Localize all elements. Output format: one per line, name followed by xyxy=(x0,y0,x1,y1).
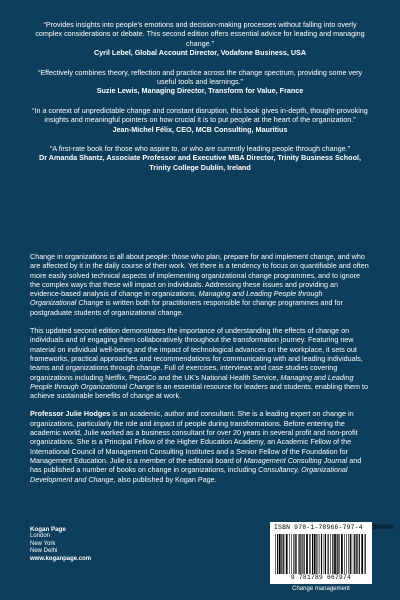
barcode-bar xyxy=(302,534,303,574)
publisher-url: www.koganpage.com xyxy=(30,555,92,562)
book-title: Managing and Leading People through Organizational Change xyxy=(30,289,323,308)
text-run: is an essential resource for leaders and students, enabling them to achieve sustainable benefits of change at work. xyxy=(30,381,369,401)
quote-text: “Effectively combines theory, reflection and practice across the change spectrum, providing some very useful tools and learnings.” xyxy=(37,67,363,87)
book-title: Managing and Leading People through Organizational Change xyxy=(30,372,354,391)
barcode-bar xyxy=(338,534,339,574)
barcode-bar xyxy=(286,534,288,574)
author-name: Professor Julie Hodges xyxy=(30,409,111,419)
barcode-bar xyxy=(361,534,363,574)
barcode-bar xyxy=(281,534,282,574)
barcode-bar xyxy=(316,534,317,574)
description-paragraph-2 xyxy=(30,326,370,400)
barcode-bar xyxy=(293,534,294,574)
quote-author: Suzie Lewis, Managing Director, Transform for Value, France xyxy=(96,86,304,96)
price-code: 90000 xyxy=(372,524,394,531)
isbn-number: ISBN 978-1-78966-797-4 xyxy=(274,524,363,531)
barcode-bar xyxy=(356,534,357,574)
barcode-bar xyxy=(344,534,345,574)
barcode-bars xyxy=(274,534,368,574)
barcode-bar xyxy=(350,534,351,574)
barcode-bar xyxy=(306,534,308,574)
barcode-bar xyxy=(341,534,343,574)
barcode-bar xyxy=(328,534,329,574)
barcode-bar xyxy=(318,534,319,574)
barcode-bar xyxy=(348,534,349,574)
barcode-bar xyxy=(289,534,290,574)
text-run: This updated second edition demonstrates the importance of understanding the effects of change on individuals and of engaging them collaboratively throughout the transformation journey. Featuring new material on individual well-being and the impact of technological advances on the workplace, it sets out frameworks, practical approaches and recommendations for communicating with and leading individuals, teams and organizations through change. Full of exercises, interviews and case studies covering organizations including Netflix, PepsiCo and the UK’s National Health Service, xyxy=(30,326,363,382)
barcode-bar xyxy=(346,534,347,574)
other-book-title: Consultancy, Organizational Development and Change xyxy=(30,465,348,484)
barcode xyxy=(270,522,394,584)
barcode-bar xyxy=(334,534,336,574)
barcode-bar xyxy=(275,534,276,574)
quote-2 xyxy=(30,68,370,96)
barcode-bar xyxy=(295,534,296,574)
barcode-bar xyxy=(365,534,366,574)
quote-4 xyxy=(30,144,370,172)
publisher-city: London xyxy=(30,533,51,540)
barcode-bar xyxy=(291,534,292,574)
barcode-bar xyxy=(324,534,325,574)
barcode-bar xyxy=(296,534,297,574)
barcode-bar xyxy=(337,534,338,574)
publisher-name: Kogan Page xyxy=(30,526,66,533)
barcode-bar xyxy=(319,534,320,574)
barcode-bar xyxy=(309,534,310,574)
quote-text: “A first-rate book for those who aspire to, or who are currently leading people through change.” xyxy=(49,144,351,154)
publisher-info xyxy=(30,526,91,563)
barcode-bar xyxy=(277,534,278,574)
endorsement-quotes xyxy=(30,20,370,182)
barcode-bar xyxy=(314,534,316,574)
book-description xyxy=(30,252,370,493)
publisher-city: New York xyxy=(30,540,56,547)
text-run: is written both for practitioners responsible for change programmes and for postgraduate students of organizational change. xyxy=(30,298,343,317)
barcode-bar xyxy=(325,534,326,574)
barcode-bar xyxy=(352,534,353,574)
quote-1 xyxy=(30,20,370,58)
quote-text: “Provides insights into people’s emotions and decision-making processes without falling into overly complex considerations or debate. This second edition offers essential advice for leading and managing change.” xyxy=(35,20,365,48)
ean-number: 9 781789 667974 xyxy=(290,574,352,581)
quote-author: Jean-Michel Félix, CEO, MCB Consulting, Mauritius xyxy=(112,124,288,134)
barcode-bar xyxy=(354,534,355,574)
barcode-bar xyxy=(357,534,358,574)
barcode-bar xyxy=(330,534,331,574)
quote-author: Cyril Lebel, Global Account Director, Vodafone Business, USA xyxy=(93,48,307,58)
barcode-bar xyxy=(279,534,281,574)
text-run: , also published by Kogan Page. xyxy=(113,474,217,484)
barcode-bar xyxy=(300,534,301,574)
category-label: Change management xyxy=(292,586,350,592)
text-run: and has published a number of books on change in organizations, including xyxy=(30,455,362,475)
barcode-bar xyxy=(299,534,300,574)
barcode-bar xyxy=(321,534,322,574)
barcode-bar xyxy=(312,534,313,574)
author-bio xyxy=(30,409,370,483)
barcode-bar xyxy=(304,534,305,574)
quote-3 xyxy=(30,106,370,134)
quote-author: Dr Amanda Shantz, Associate Professor and Executive MBA Director, Trinity Business School, Trinity College Dublin, Ireland xyxy=(39,153,361,172)
text-run: is an academic, author and consultant. She is a leading expert on change in organizations, particularly the role and impact of people during transformations. Before entering the academic world, Julie worked as a business consultant for over 20 years in several profit and non-profit organizations. She is a Principal Fellow of the Higher Education Academy, an Academic Fellow of the International Council of Management Consulting Institutes and a Senior Fellow of the Foundation for Management Education. Julie is a member of the editorial board of xyxy=(30,409,358,465)
publisher-city: New Delhi xyxy=(30,548,58,555)
text-run: Change in organizations is all about people: those who plan, prepare for and implement change, and who are affected by it in the daily course of their work. Yet there is a tendency to focus on quantifiable and often more easily solved technical aspects of implementing organizational change programmes, and to ignore the complex ways that these will impact on individuals. Addressing these issues and providing an evidence-based analysis of change in organizations, xyxy=(30,252,369,299)
description-paragraph-1 xyxy=(30,252,370,317)
barcode-bar xyxy=(332,534,333,574)
isbn-line xyxy=(274,524,394,533)
journal-title: Management Consulting Journal xyxy=(243,455,348,465)
barcode-bar xyxy=(283,534,284,574)
barcode-bar xyxy=(359,534,360,574)
quote-text: “In a context of unpredictable change and constant disruption, this book gives in-depth, thought-provoking insights and meaningful pointers on how crucial it is to put people at the heart of the organization.” xyxy=(32,105,368,125)
